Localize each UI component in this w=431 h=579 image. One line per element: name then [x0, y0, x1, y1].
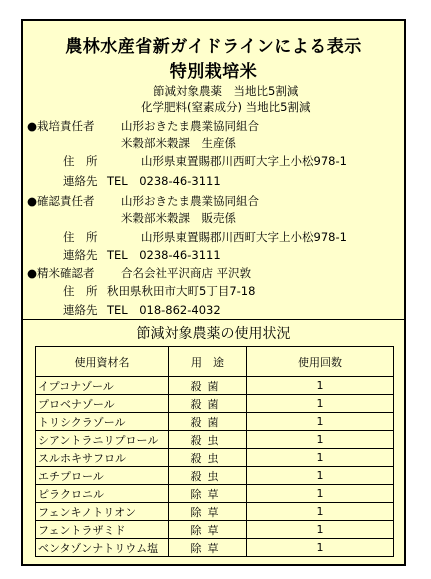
material-name: フェンキノトリオン — [36, 503, 169, 521]
polishing-address: 秋田県秋田市大町5丁目7-18 — [107, 284, 256, 298]
use-count: 1 — [247, 395, 394, 413]
cultivation-org: 山形おきたま農業協同組合 — [121, 119, 259, 133]
purpose: 殺虫 — [169, 431, 247, 449]
pesticide-reduction-note: 節減対象農薬 当地比5割減 — [153, 84, 299, 98]
confirmation-tel: TEL 0238-46-3111 — [107, 248, 221, 262]
material-name: エチプロール — [36, 467, 169, 485]
table-row — [36, 395, 394, 413]
table-title: 節減対象農薬の使用状況 — [136, 326, 291, 342]
use-count: 1 — [247, 521, 394, 539]
header-purpose: 用 途 — [169, 347, 247, 377]
purpose: 除草 — [169, 521, 247, 539]
table-row — [36, 503, 394, 521]
use-count: 1 — [247, 503, 394, 521]
confirmation-dept: 米穀部米穀課 販売係 — [121, 211, 236, 225]
polishing-org: 合名会社平沢商店 平沢敦 — [121, 266, 252, 280]
rice-label — [21, 19, 406, 566]
confirmation-contact-label: 連絡先 — [63, 248, 98, 262]
use-count: 1 — [247, 377, 394, 395]
use-count: 1 — [247, 539, 394, 557]
table-row — [36, 431, 394, 449]
polishing-heading: ●精米確認者 — [27, 266, 95, 280]
polishing-contact-label: 連絡先 — [63, 303, 98, 317]
table-row — [36, 449, 394, 467]
table-row — [36, 521, 394, 539]
table-row — [36, 377, 394, 395]
purpose: 除草 — [169, 539, 247, 557]
purpose: 除草 — [169, 485, 247, 503]
purpose: 殺菌 — [169, 395, 247, 413]
polishing-tel: TEL 018-862-4032 — [107, 303, 221, 317]
material-name: ベンタゾンナトリウム塩 — [36, 539, 169, 557]
label-title: 農林水産省新ガイドラインによる表示 — [65, 37, 362, 57]
material-name: プロベナゾール — [36, 395, 169, 413]
material-name: トリシクラゾール — [36, 413, 169, 431]
cultivation-address-label: 住 所 — [63, 154, 98, 168]
label-subtitle: 特別栽培米 — [169, 62, 258, 82]
material-name: フェントラザミド — [36, 521, 169, 539]
confirmation-heading: ●確認責任者 — [27, 194, 95, 208]
header-count: 使用回数 — [247, 347, 394, 377]
confirmation-org: 山形おきたま農業協同組合 — [121, 194, 259, 208]
use-count: 1 — [247, 431, 394, 449]
cultivation-address: 山形県東置賜郡川西町大字上小松978-1 — [141, 154, 347, 168]
use-count: 1 — [247, 467, 394, 485]
use-count: 1 — [247, 413, 394, 431]
use-count: 1 — [247, 449, 394, 467]
confirmation-address-label: 住 所 — [63, 230, 98, 244]
cultivation-dept: 米穀部米穀課 生産係 — [121, 136, 236, 150]
table-row — [36, 413, 394, 431]
polishing-address-label: 住 所 — [63, 284, 98, 298]
purpose: 殺虫 — [169, 449, 247, 467]
purpose: 殺菌 — [169, 413, 247, 431]
table-header-row — [36, 347, 394, 377]
purpose: 除草 — [169, 503, 247, 521]
section-divider — [23, 319, 404, 320]
cultivation-tel: TEL 0238-46-3111 — [107, 174, 221, 188]
fertilizer-reduction-note: 化学肥料(窒素成分) 当地比5割減 — [141, 100, 311, 114]
cultivation-contact-label: 連絡先 — [63, 174, 98, 188]
cultivation-heading: ●栽培責任者 — [27, 119, 95, 133]
material-name: スルホキサフロル — [36, 449, 169, 467]
purpose: 殺菌 — [169, 377, 247, 395]
pesticide-table — [35, 346, 394, 557]
purpose: 殺虫 — [169, 467, 247, 485]
confirmation-address: 山形県東置賜郡川西町大字上小松978-1 — [141, 230, 347, 244]
table-row — [36, 539, 394, 557]
material-name: シアントラニリプロール — [36, 431, 169, 449]
table-row — [36, 485, 394, 503]
material-name: ピラクロニル — [36, 485, 169, 503]
table-row — [36, 467, 394, 485]
header-material: 使用資材名 — [36, 347, 169, 377]
use-count: 1 — [247, 485, 394, 503]
material-name: イプコナゾール — [36, 377, 169, 395]
